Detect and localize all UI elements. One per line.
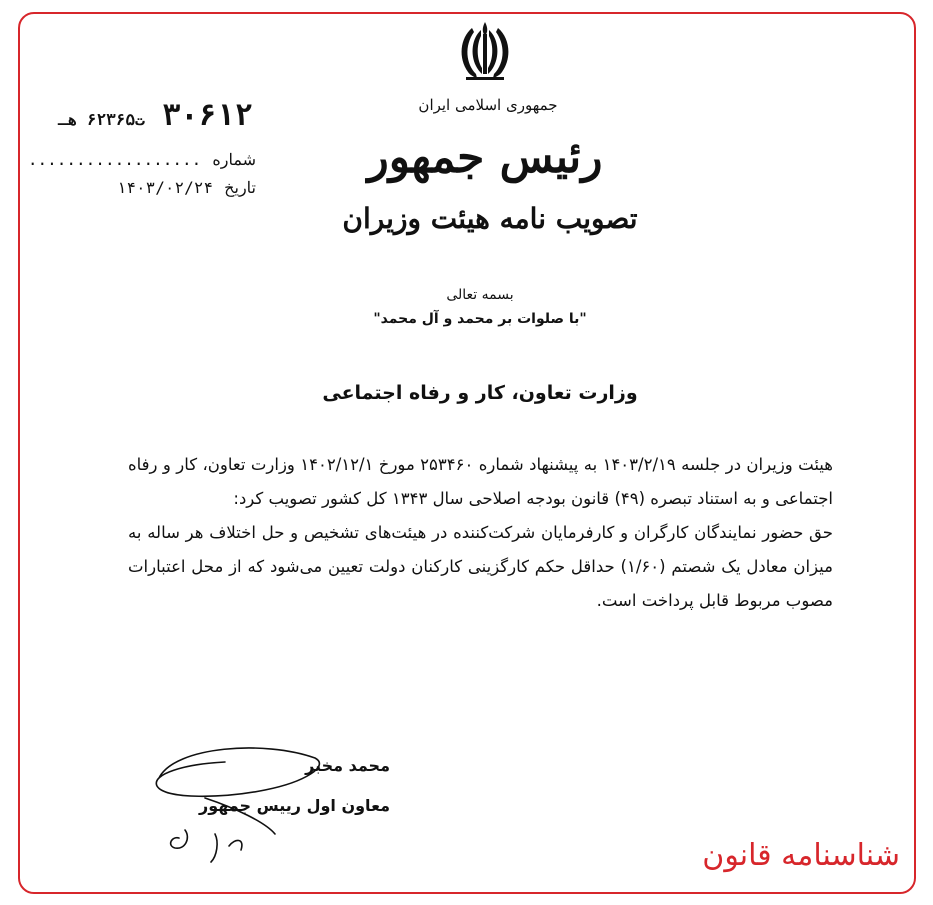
number-row [27, 150, 256, 169]
bismillah: بسمه تعالی [446, 287, 514, 303]
signatory-name: محمد مخبر [305, 756, 390, 775]
signatory-title: معاون اول رییس جمهور [199, 796, 390, 815]
number-value: .................. [27, 150, 202, 169]
recipient-ministry: وزارت تعاون، کار و رفاه اجتماعی [322, 382, 638, 404]
source-watermark: شناسنامه قانون [702, 838, 900, 873]
iran-emblem-icon [452, 20, 518, 82]
date-row [76, 178, 256, 197]
office-title: رئیس جمهور [367, 132, 603, 183]
decree-paragraph-2: حق حضور نمایندگان کارگران و کارفرمایان شرکت‌کننده در هیئت‌های تشخیص و حل اختلاف هر ساله به میزان معادل یک شصتم (۱/۶۰) حداقل حکم کارگزینی کارکنان دولت تعیین می‌شود که از محل اعتبارات مصوب مربوط قابل پرداخت است. [128, 523, 834, 610]
number-label: شماره [212, 150, 256, 169]
document-type: تصویب نامه هیئت وزیران [342, 202, 638, 235]
date-value: ۱۴۰۳/۰۲/۲۴ [116, 178, 214, 197]
reference-number-code: ت۶۲۳۶۵ هـ [58, 110, 145, 129]
decree-body [128, 448, 833, 618]
salawat: "با صلوات بر محمد و آل محمد" [373, 311, 587, 327]
decree-paragraph-1: هیئت وزیران در جلسه ۱۴۰۳/۲/۱۹ به پیشنهاد شماره ۲۵۳۴۶۰ مورخ ۱۴۰۲/۱۲/۱ وزارت تعاون، کار و رفاه اجتماعی و به استناد تبصره (۴۹) قانون بودجه اصلاحی سال ۱۳۴۳ کل کشور تصویب کرد: [128, 455, 833, 508]
date-label: تاریخ [224, 178, 256, 197]
reference-number-main: ۳۰۶۱۲ [162, 98, 253, 133]
country-name: جمهوری اسلامی ایران [418, 96, 558, 114]
reference-number [58, 98, 253, 133]
